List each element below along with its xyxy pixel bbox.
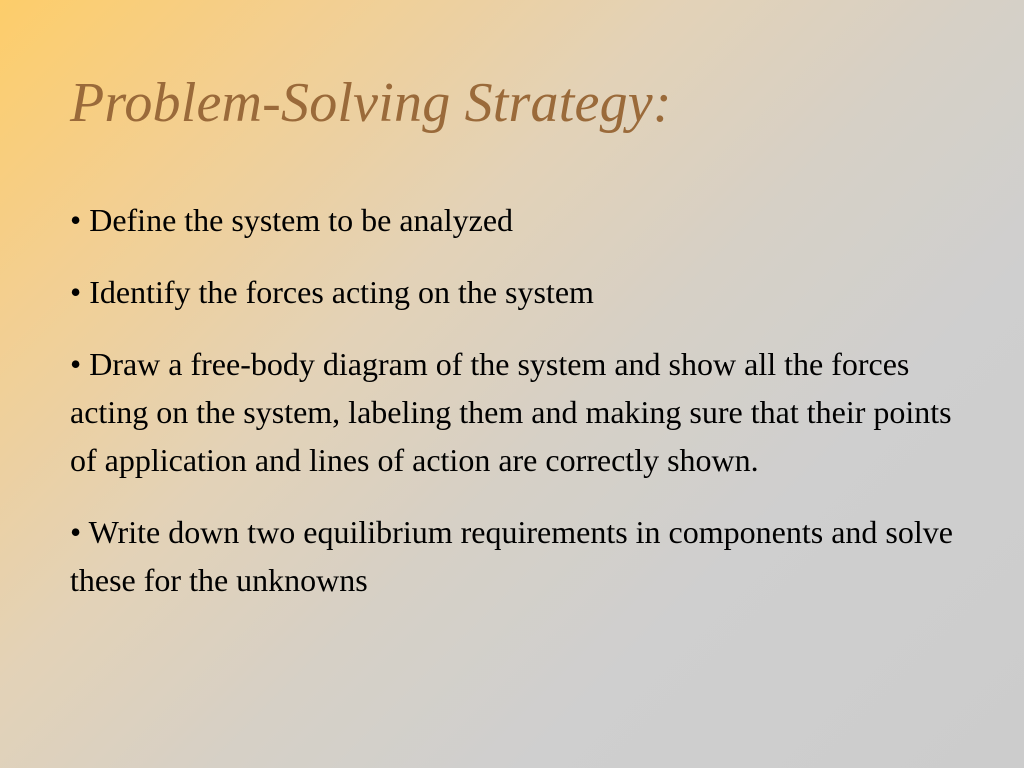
bullet-list [70, 196, 970, 604]
slide-title: Problem-Solving Strategy: [70, 72, 672, 134]
bullet-item-equilibrium-requirements: • Write down two equilibrium requirements in components and solve these for the unknowns [70, 514, 953, 598]
bullet-item-free-body-diagram: • Draw a free-body diagram of the system and show all the forces acting on the system, labeling them and making sure that their points of application and lines of action are correctly shown. [70, 346, 952, 478]
bullet-item-identify-forces: • Identify the forces acting on the system [70, 274, 594, 310]
bullet-item-define-system: • Define the system to be analyzed [70, 202, 514, 238]
